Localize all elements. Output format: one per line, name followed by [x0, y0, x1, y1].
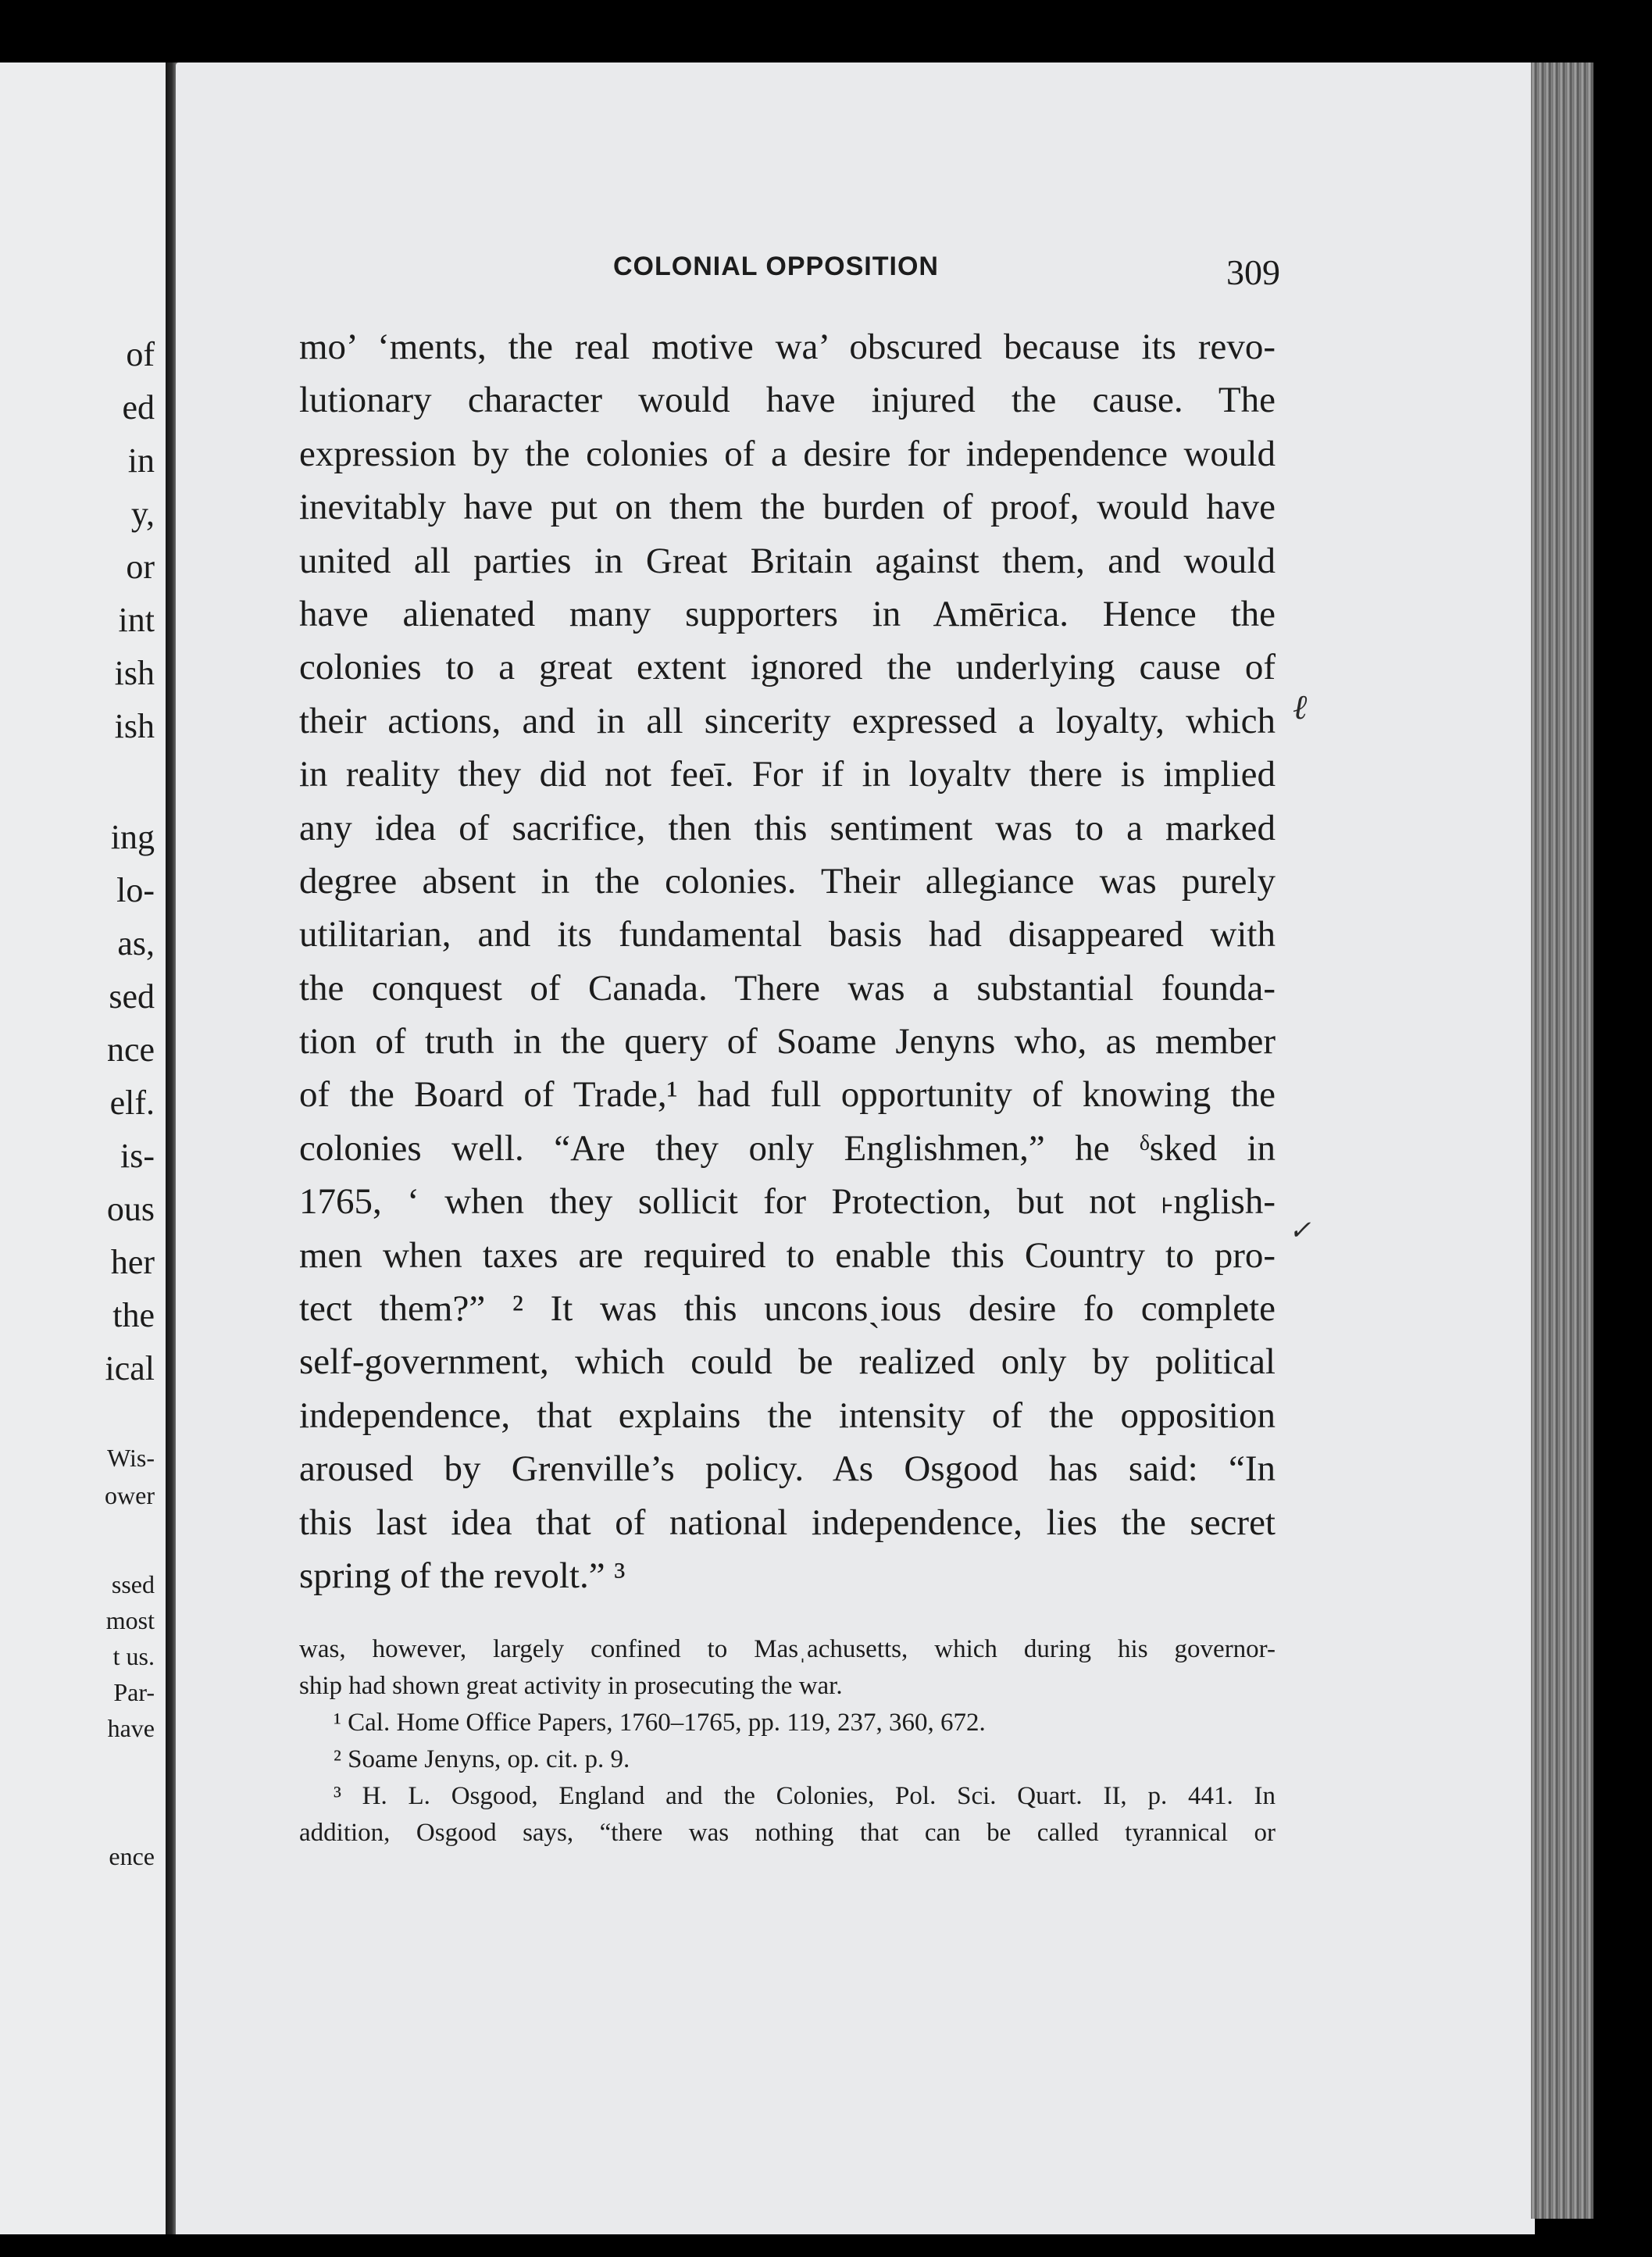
left-fragment: sed: [109, 977, 155, 1016]
text-line: spring of the revolt.” ³: [299, 1555, 626, 1596]
left-fragment: ing: [110, 818, 155, 856]
text-line: aroused by Grenville’s policy. As Osgood has said: “In: [299, 1448, 1276, 1490]
text-line: self-government, which could be realized only by political: [299, 1341, 1276, 1383]
text-line: their actions, and in all sincerity expressed a loyalty, which: [299, 700, 1276, 741]
left-fragment: ed: [122, 388, 155, 427]
left-fragment: ence: [109, 1842, 155, 1870]
text-line: mo’ ‘ments, the real motive wa’ obscured because its revo-: [299, 327, 1276, 367]
text-line: united all parties in Great Britain against them, and would: [299, 540, 1276, 581]
text-line: inevitably have put on them the burden of proof, would have: [299, 487, 1276, 528]
left-fragment: ssed: [111, 1570, 155, 1598]
left-fragment: lo-: [116, 871, 155, 909]
left-fragment: ower: [105, 1481, 155, 1509]
text-line: lutionary character would have injured the cause. The: [299, 380, 1276, 421]
text-line: men when taxes are required to enable this Country to pro-: [299, 1234, 1276, 1276]
text-line: tion of truth in the query of Soame Jenyns who, as member: [299, 1021, 1276, 1062]
text-line: expression by the colonies of a desire for independence would: [299, 433, 1276, 474]
footnote-3: ³ H. L. Osgood, England and the Colonies, Pol. Sci. Quart. II, p. 441. In: [334, 1782, 1276, 1810]
margin-pencil-mark: ℓ: [1293, 688, 1308, 727]
footnote-1: ¹ Cal. Home Office Papers, 1760–1765, pp. 119, 237, 360, 672.: [334, 1709, 986, 1737]
body-text: [299, 320, 1276, 1602]
left-fragment: ical: [105, 1349, 155, 1387]
footnote-line: was, however, largely confined to Masˌachusetts, which during his governor-: [299, 1635, 1276, 1663]
text-line: 1765, ‘ when they sollicit for Protection, but not ˫nglish-: [299, 1181, 1276, 1223]
left-fragment: nce: [106, 1030, 155, 1069]
left-fragment: in: [127, 441, 155, 480]
left-fragment: is-: [120, 1137, 155, 1175]
left-fragment: of: [126, 335, 155, 373]
footnote-line: addition, Osgood says, “there was nothing that can be called tyrannical or: [299, 1819, 1276, 1847]
text-line: the conquest of Canada. There was a substantial founda-: [299, 967, 1276, 1009]
text-line: degree absent in the colonies. Their allegiance was purely: [299, 860, 1276, 902]
text-line: colonies to a great extent ignored the underlying cause of: [299, 647, 1276, 688]
left-fragment: ish: [114, 707, 155, 745]
text-line: independence, that explains the intensity of the opposition: [299, 1395, 1276, 1436]
text-line: this last idea that of national independence, lies the secret: [299, 1502, 1276, 1543]
left-fragment: have: [107, 1714, 155, 1742]
left-fragment: ish: [114, 654, 155, 692]
text-line: tect them?” ² It was this unconsˏious desire fo complete: [299, 1288, 1276, 1330]
footnote-line: ship had shown great activity in prosecuting the war.: [299, 1672, 843, 1700]
margin-pencil-mark: ✓: [1289, 1216, 1311, 1245]
left-fragment: ous: [106, 1190, 155, 1228]
left-fragment: or: [126, 548, 155, 586]
left-fragment: Wis-: [107, 1444, 155, 1472]
left-fragment: int: [118, 601, 155, 639]
left-fragment: elf.: [109, 1084, 155, 1122]
left-fragment: t us.: [112, 1642, 155, 1670]
left-fragment: as,: [117, 924, 155, 962]
text-line: utilitarian, and its fundamental basis had disappeared with: [299, 914, 1276, 955]
footnote-2: ² Soame Jenyns, op. cit. p. 9.: [334, 1745, 630, 1773]
left-fragment: y,: [130, 495, 155, 533]
text-line: of the Board of Trade,¹ had full opportunity of knowing the: [299, 1074, 1276, 1116]
footnotes: [299, 1631, 1276, 1852]
page-edges: [1531, 62, 1593, 2219]
left-fragment: most: [105, 1606, 155, 1634]
left-fragment: her: [110, 1243, 155, 1281]
left-fragment: Par-: [113, 1678, 155, 1706]
page-number: 309: [1226, 252, 1280, 292]
text-line: colonies well. “Are they only Englishmen,” he ᵟsked in: [299, 1127, 1276, 1169]
text-line: in reality they did not feeī. For if in loyaltv there is implied: [299, 754, 1276, 795]
left-fragment: the: [112, 1296, 155, 1334]
text-line: have alienated many supporters in Amērica. Hence the: [299, 593, 1276, 634]
running-head: COLONIAL OPPOSITION: [613, 252, 939, 281]
previous-page-fragment: [0, 62, 166, 2234]
text-line: any idea of sacrifice, then this sentiment was to a marked: [299, 807, 1276, 848]
